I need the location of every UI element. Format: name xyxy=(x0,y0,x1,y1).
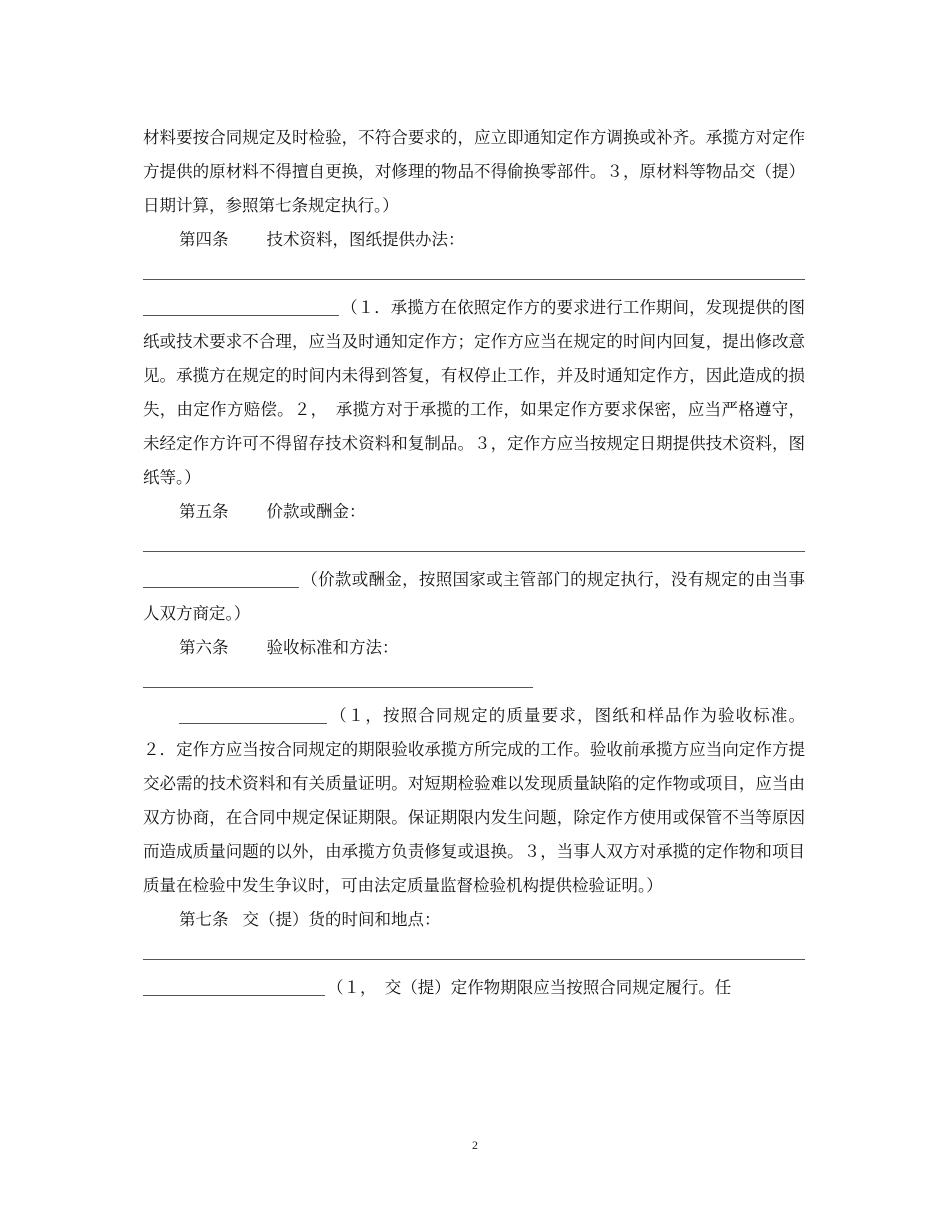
article-5-heading xyxy=(143,495,805,529)
article-6-fill-blank xyxy=(179,703,327,724)
article-6-body: （１，按照合同规定的质量要求，图纸和样品作为验收标准。２．定作方应当按合同规定的期限验收承揽方所完成的工作。验收前承揽方应当向定作方提交必需的技术资料和有关质量证明。对短期检验难以发现质量缺陷的定作物或项目，应当由双方协商，在合同中规定保证期限。保证期限内发生问题，除定作方使用或保管不当等原因而造成质量问题的以外，由承揽方负责修复或退换。３，当事人双方对承揽的定作物和项目质量在检验中发生争议时，可由法定质量监督检验机构提供检验证明。） xyxy=(143,706,805,895)
article-5-fill-blank xyxy=(143,567,299,588)
article-6-fill-line xyxy=(143,665,805,699)
article-7-fill-blank xyxy=(143,975,325,996)
page-number: 2 xyxy=(472,1138,478,1152)
article-5-fill-line xyxy=(143,529,805,563)
article-5-body-paragraph xyxy=(143,563,805,631)
article-5-body: （价款或酬金，按照国家或主管部门的规定执行，没有规定的由当事人双方商定。） xyxy=(143,570,805,623)
article-4-body: （１．承揽方在依照定作方的要求进行工作期间，发现提供的图纸或技术要求不合理，应当及时通知定作方；定作方应当在规定的时间内回复，提出修改意见。承揽方在规定的时间内未得到答复，有权停止工作，并及时通知定作方，因此造成的损失，由定作方赔偿。２， 承揽方对于承揽的工作，如果定作方要求保密，应当严格遵守，未经定作方许可不得留存技术资料和复制品。３，定作方应当按规定日期提供技术资料，图纸等。） xyxy=(143,298,805,487)
article-6-number: 第六条 xyxy=(179,638,229,657)
article-4-fill-blank xyxy=(143,295,339,316)
document-body xyxy=(143,121,805,1005)
article-7-fill-line xyxy=(143,937,805,971)
article-7-title: 交（提）货的时间和地点： xyxy=(242,910,441,929)
article-4-body-paragraph xyxy=(143,291,805,495)
article-4-title: 技术资料，图纸提供办法： xyxy=(266,230,465,249)
article-4-fill-line xyxy=(143,257,805,291)
article-7-body: （１， 交（提）定作物期限应当按照合同规定履行。任 xyxy=(327,978,732,997)
article-6-body-paragraph xyxy=(143,699,805,903)
article-7-body-paragraph xyxy=(143,971,805,1005)
article-6-title: 验收标准和方法： xyxy=(266,638,399,657)
article-5-number: 第五条 xyxy=(179,502,229,521)
article-7-number: 第七条 xyxy=(179,910,229,929)
article-6-heading xyxy=(143,631,805,665)
article-4-heading xyxy=(143,223,805,257)
article-4-number: 第四条 xyxy=(179,230,229,249)
article-5-title: 价款或酬金： xyxy=(266,502,366,521)
article-7-heading xyxy=(143,903,805,937)
intro-paragraph: 材料要按合同规定及时检验，不符合要求的，应立即通知定作方调换或补齐。承揽方对定作方提供的原材料不得擅自更换，对修理的物品不得偷换零部件。３，原材料等物品交（提）日期计算，参照第七条规定执行。） xyxy=(143,128,805,215)
